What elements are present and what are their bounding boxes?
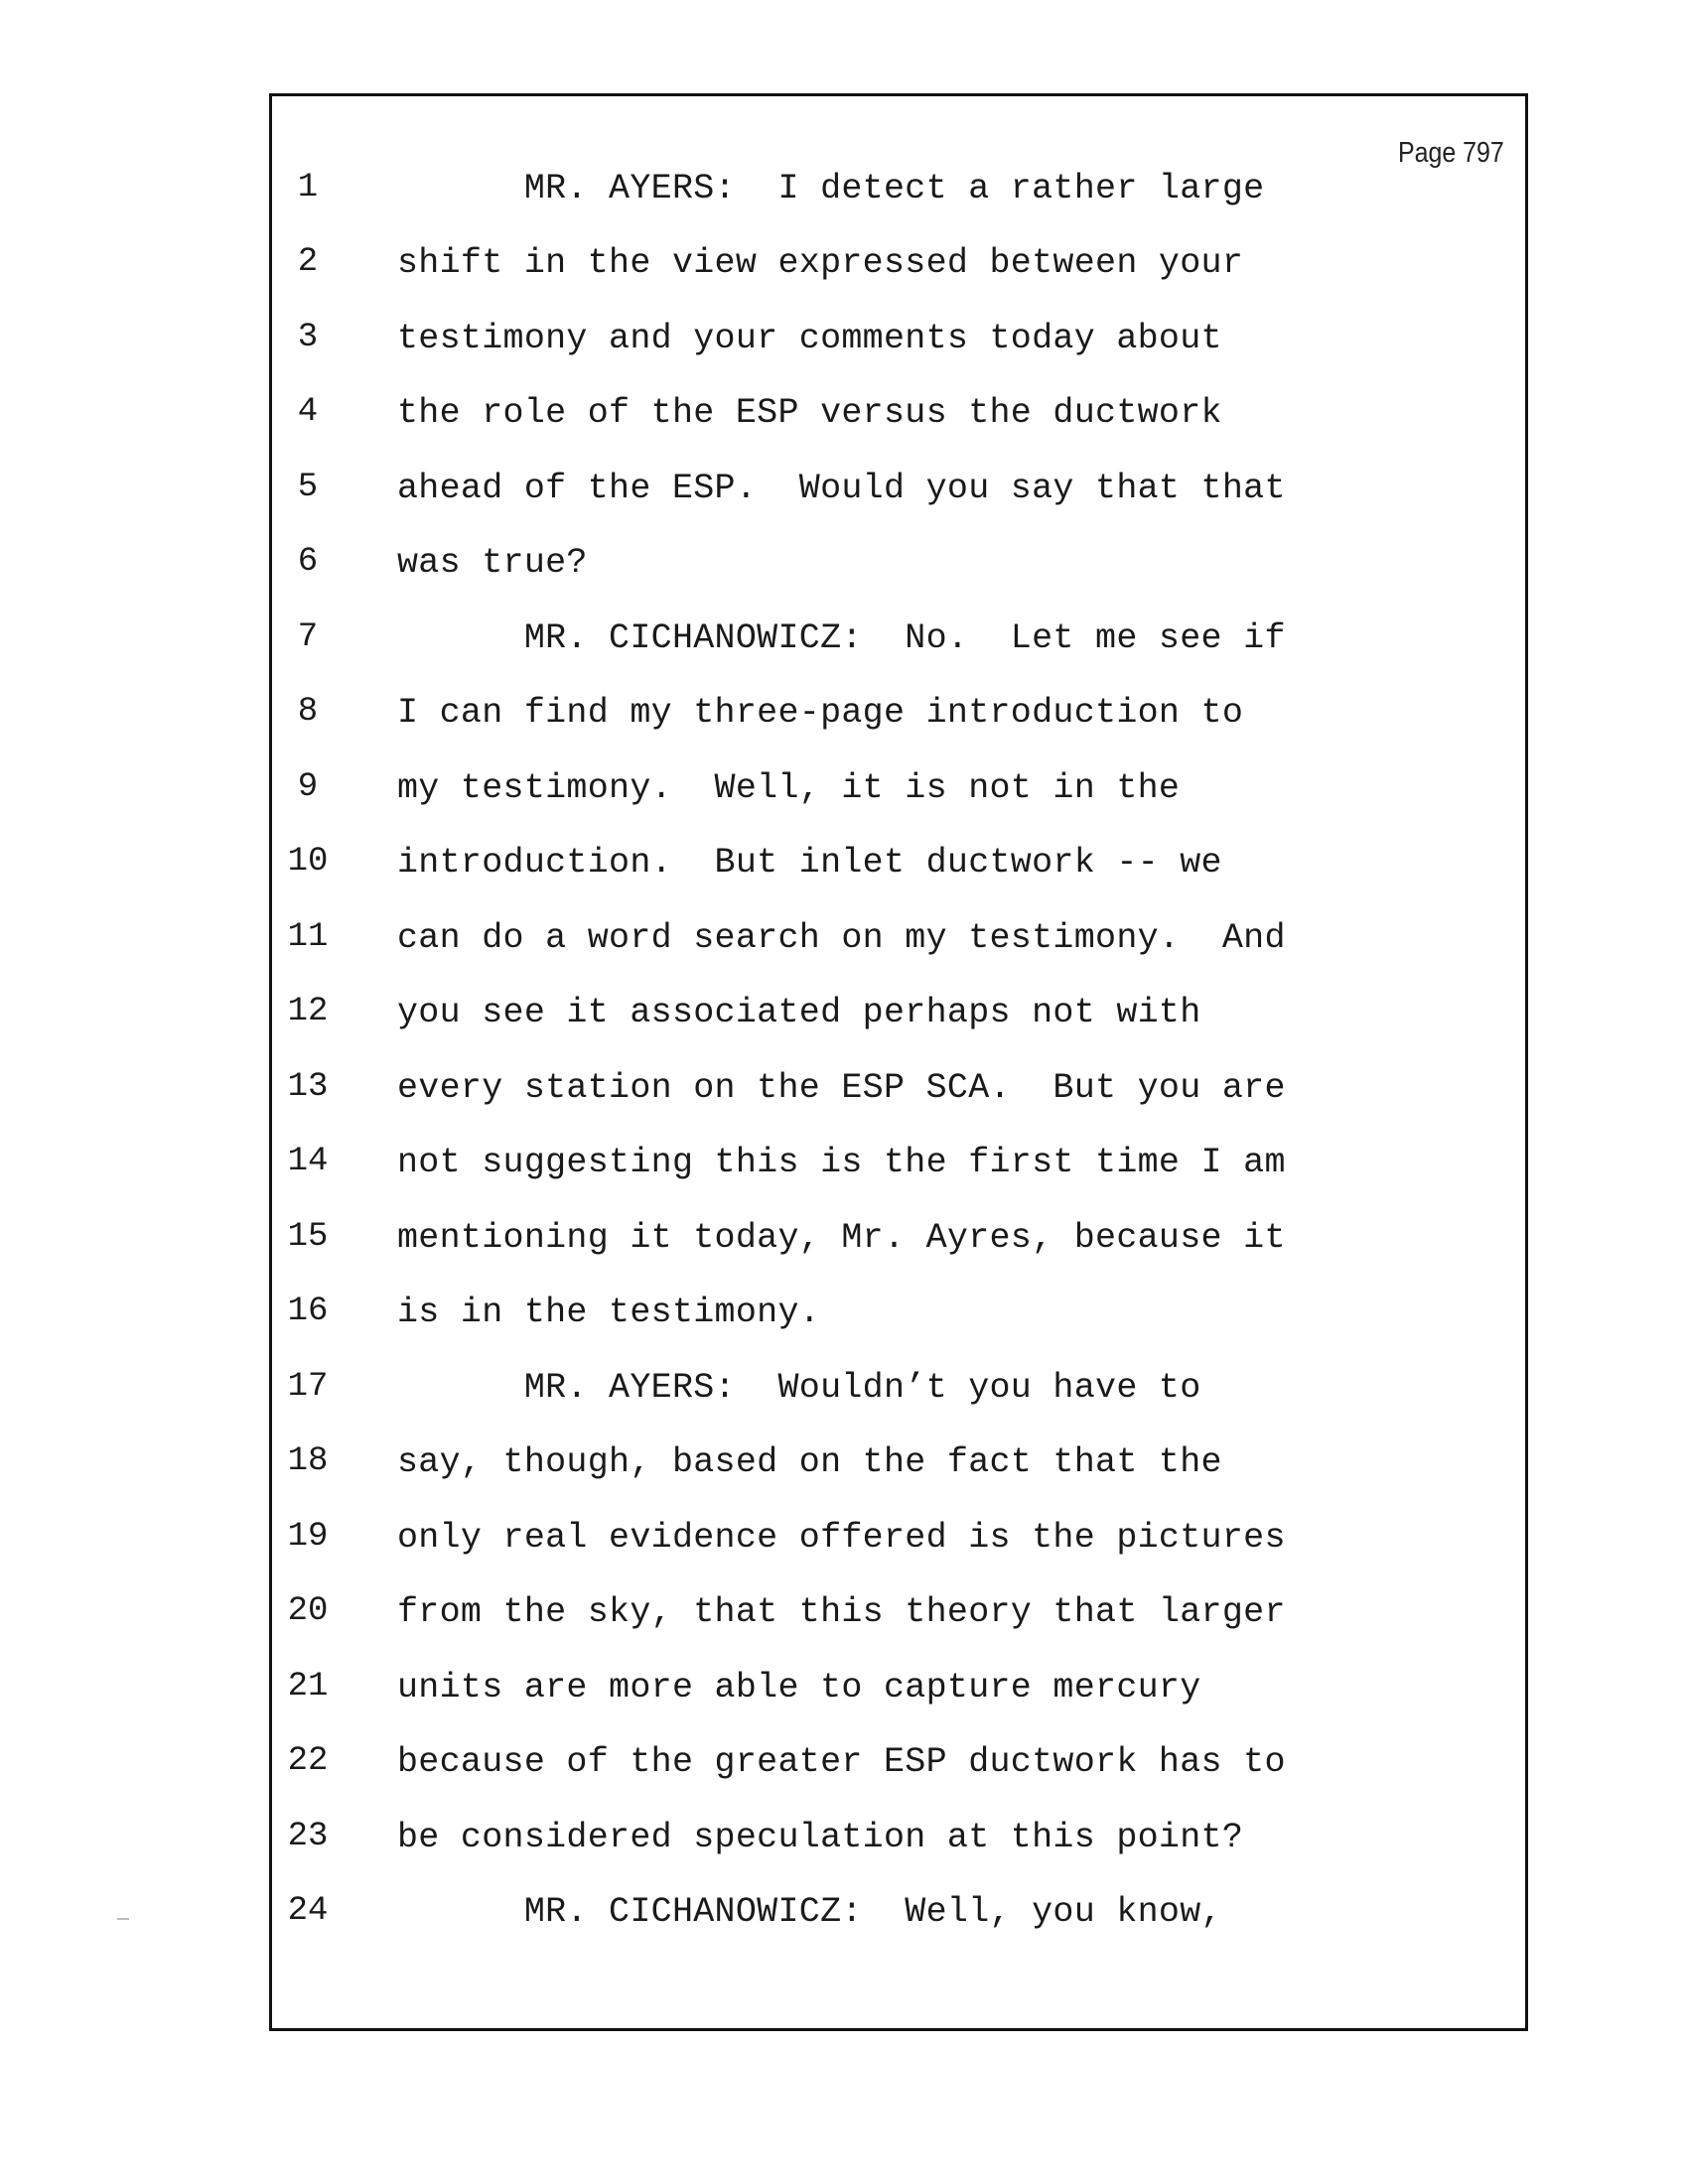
line-text: MR. AYERS: I detect a rather large [397,169,1265,208]
transcript-line [0,1742,1684,1802]
transcript-line [0,1218,1684,1278]
line-number: 3 [297,319,319,356]
line-number: 4 [297,393,319,431]
line-text: not suggesting this is the first time I am [397,1143,1286,1182]
transcript-line [0,1442,1684,1502]
transcript-line [0,1818,1684,1877]
line-text: my testimony. Well, it is not in the [397,768,1181,808]
transcript-line [0,1518,1684,1577]
transcript-line [0,243,1684,303]
transcript-line [0,543,1684,603]
line-text: you see it associated perhaps not with [397,993,1201,1032]
transcript-line [0,693,1684,752]
line-number: 5 [297,469,319,506]
line-text: can do a word search on my testimony. And [397,918,1286,958]
line-number: 16 [287,1293,329,1330]
line-number: 2 [297,243,319,281]
transcript-line [0,1068,1684,1128]
transcript-line [0,768,1684,828]
line-number: 11 [287,918,329,956]
transcript-line [0,1143,1684,1202]
line-text: I can find my three-page introduction to [397,693,1244,733]
line-text: every station on the ESP SCA. But you are [397,1068,1286,1108]
line-text: say, though, based on the fact that the [397,1442,1222,1482]
transcript-line [0,169,1684,228]
line-text: because of the greater ESP ductwork has to [397,1742,1286,1782]
line-number: 8 [297,693,319,731]
line-number: 22 [287,1742,329,1780]
line-number: 14 [287,1143,329,1180]
transcript-line [0,618,1684,678]
line-text: units are more able to capture mercury [397,1668,1201,1707]
line-number: 24 [287,1892,329,1930]
transcript-line [0,1368,1684,1428]
scan-speck [117,1918,129,1920]
line-number: 20 [287,1592,329,1630]
transcript-line [0,1668,1684,1727]
line-number: 19 [287,1518,329,1556]
line-number: 10 [287,843,329,881]
line-text: the role of the ESP versus the ductwork [397,393,1222,433]
transcript-line [0,1592,1684,1652]
line-number: 6 [297,543,319,581]
transcript-line [0,469,1684,528]
line-text: shift in the view expressed between your [397,243,1244,283]
line-text: only real evidence offered is the pictures [397,1518,1286,1558]
line-text: mentioning it today, Mr. Ayres, because it [397,1218,1286,1258]
transcript-line [0,393,1684,453]
line-text: ahead of the ESP. Would you say that that [397,469,1286,508]
line-text: testimony and your comments today about [397,319,1222,358]
line-text: is in the testimony. [397,1293,821,1332]
line-text: was true? [397,543,588,583]
line-number: 13 [287,1068,329,1106]
line-number: 23 [287,1818,329,1855]
line-text: MR. CICHANOWICZ: No. Let me see if [397,618,1286,658]
line-number: 9 [297,768,319,806]
transcript-line [0,1892,1684,1952]
line-text: MR. CICHANOWICZ: Well, you know, [397,1892,1222,1932]
page-number: Page 797 [1398,137,1504,169]
line-number: 21 [287,1668,329,1706]
line-number: 17 [287,1368,329,1406]
line-text: from the sky, that this theory that larger [397,1592,1286,1632]
line-number: 15 [287,1218,329,1256]
transcript-line [0,993,1684,1052]
transcript-line [0,1293,1684,1352]
transcript-line [0,843,1684,902]
transcript-line [0,918,1684,978]
line-text: be considered speculation at this point? [397,1818,1244,1857]
line-text: introduction. But inlet ductwork -- we [397,843,1222,883]
transcript-line [0,319,1684,378]
line-number: 1 [297,169,319,206]
line-text: MR. AYERS: Wouldn’t you have to [397,1368,1201,1408]
line-number: 12 [287,993,329,1030]
line-number: 7 [297,618,319,656]
line-number: 18 [287,1442,329,1480]
